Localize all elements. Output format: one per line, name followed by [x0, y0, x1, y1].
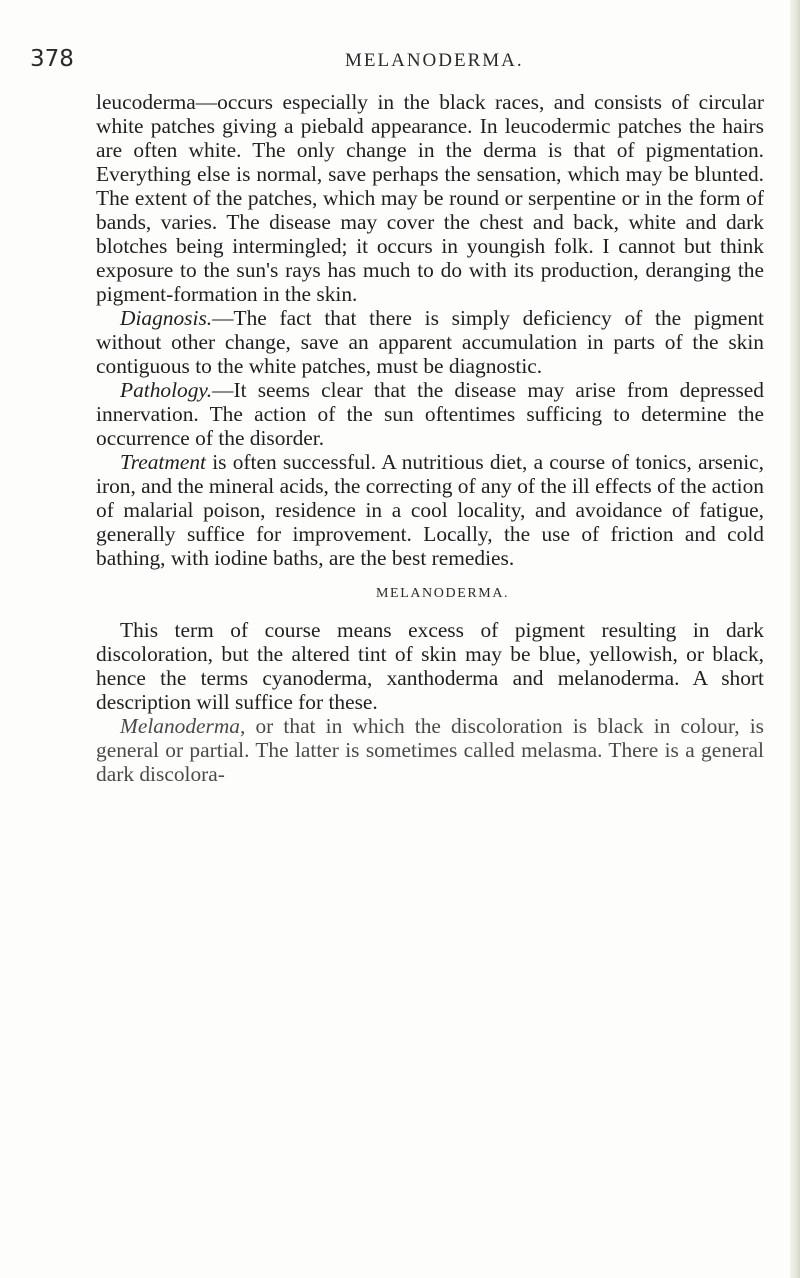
treatment-heading: Treatment — [120, 450, 206, 474]
leucoderma-text: leucoderma—occurs especially in the black races, and consists of circular white patches giving a piebald appearance. In leucodermic patches the hairs are often white. The only change in the derma is that of pigmentation. Everything else is normal, save perhaps the sensation, which may be blunted. The extent of the patches, which may be round or serpentine or in the form of bands, varies. The disease may cover the chest and back, white and dark blotches being intermingled; it occurs in youngish folk. I cannot but think exposure to the sun's rays has much to do with its production, deranging the pigment-formation in the skin. — [96, 90, 764, 306]
page-edge — [790, 0, 800, 1278]
paragraph-melanoderma-intro — [96, 618, 764, 714]
pathology-heading: Pathology. — [120, 378, 213, 402]
running-head — [0, 46, 800, 76]
body-text — [96, 90, 764, 786]
diagnosis-text: —The fact that there is simply deficiency of the pigment without other change, save an apparent accumulation in parts of the skin contiguous to the white patches, must be diagnostic. — [96, 306, 764, 378]
melanoderma-text: or that in which the discoloration is black in colour, is general or partial. The latter is sometimes called melasma. There is a general dark discolora- — [96, 714, 764, 786]
diagnosis-heading: Diagnosis. — [120, 306, 213, 330]
pathology-text: —It seems clear that the disease may arise from depressed innervation. The action of the sun oftentimes sufficing to determine the occurrence of the disorder. — [96, 378, 764, 450]
paragraph-leucoderma — [96, 90, 764, 306]
melanoderma-intro-text: This term of course means excess of pigment resulting in dark discoloration, but the altered tint of skin may be blue, yellowish, or black, hence the terms cyanoderma, xanthoderma and melanoderma. A short description will suffice for these. — [96, 618, 764, 714]
paragraph-pathology — [96, 378, 764, 450]
page-number: 378 — [30, 46, 74, 72]
section-heading-melanoderma: MELANODERMA. — [376, 586, 510, 601]
treatment-text: is often successful. A nutritious diet, a course of tonics, arsenic, iron, and the mineral acids, the correcting of any of the ill effects of the action of malarial poison, residence in a cool locality, and avoidance of fatigue, generally suffice for improvement. Locally, the use of friction and cold bathing, with iodine baths, are the best remedies. — [96, 450, 764, 570]
paragraph-treatment — [96, 450, 764, 570]
paragraph-melanoderma — [96, 714, 764, 786]
melanoderma-heading: Melanoderma, — [120, 714, 246, 738]
paragraph-diagnosis — [96, 306, 764, 378]
running-title: MELANODERMA. — [345, 50, 524, 71]
